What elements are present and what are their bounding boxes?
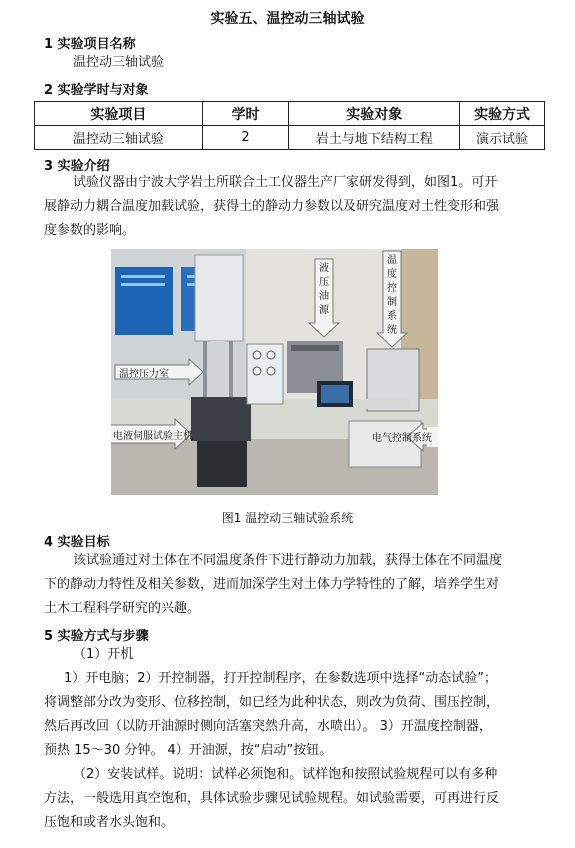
tempctrl-label-2: 度 <box>387 269 397 280</box>
equipment-photo <box>111 249 438 495</box>
goal-line: 该试验通过对土体在不同温度条件下进行静动力加载，获得土体在不同温度 <box>73 553 503 568</box>
table-cell: 演示试验 <box>460 126 545 150</box>
section-4-heading: 4 实验目标 <box>44 535 110 550</box>
section-2-heading: 2 实验学时与对象 <box>44 83 149 98</box>
table-header-row <box>35 102 545 126</box>
table-header-cell: 实验方式 <box>460 102 545 126</box>
electric-label: 电气控制系统 <box>372 433 432 444</box>
section-3-heading: 3 实验介绍 <box>44 159 110 174</box>
figure-caption: 图1 温控动三轴试验系统 <box>221 511 354 525</box>
table-cell: 温控动三轴试验 <box>35 126 203 150</box>
install-line: （2）安装试样。说明：试样必须饱和。试样饱和按照试验规程可以有多种 <box>73 767 498 782</box>
step-line: 预热 15～30 分钟。 4）开油源，按“启动”按钮。 <box>44 743 333 758</box>
table-row <box>35 126 545 150</box>
table-header-cell: 实验对象 <box>289 102 460 126</box>
hydraulic-label-1: 液 <box>319 263 329 274</box>
intro-line: 度参数的影响。 <box>44 223 136 238</box>
step-line: 将调整部分改为变形、位移控制，如已经为此种状态，则改为负荷、围压控制， <box>44 695 500 710</box>
goal-line: 土木工程科学研究的兴趣。 <box>44 601 201 616</box>
doc-title: 实验五、温控动三轴试验 <box>210 11 365 27</box>
table-header-cell: 实验项目 <box>35 102 203 126</box>
install-line: 压饱和或者水头饱和。 <box>44 815 175 830</box>
intro-line: 展静动力耦合温度加载试验，获得土的静动力参数以及研究温度对土性变形和强 <box>44 199 500 214</box>
step-subheading: （1）开机 <box>73 647 134 662</box>
chamber-label: 温控压力室 <box>119 369 169 380</box>
section-5-heading: 5 实验方式与步骤 <box>44 629 149 644</box>
table-cell: 2 <box>202 126 289 150</box>
tempctrl-label-1: 温 <box>387 255 397 266</box>
install-line: 方法，一般选用真空饱和，具体试验步骤见试验规程。如试验需要，可再进行反 <box>44 791 500 806</box>
host-label: 电液伺服试验主机 <box>113 431 193 442</box>
hydraulic-label-4: 源 <box>319 305 329 316</box>
equipment-photo-drawing <box>111 249 438 495</box>
table-cell: 岩土与地下结构工程 <box>289 126 460 150</box>
tempctrl-label-6: 统 <box>387 325 397 336</box>
project-name: 温控动三轴试验 <box>73 55 165 70</box>
table-header-cell: 学时 <box>202 102 289 126</box>
hydraulic-label-3: 油 <box>319 291 329 302</box>
tempctrl-label-5: 系 <box>387 311 397 322</box>
step-line: 1）开电脑；2）开控制器，打开控制程序，在参数选项中选择“动态试验”； <box>64 671 498 686</box>
section-1-heading: 1 实验项目名称 <box>44 37 136 52</box>
hydraulic-label-2: 压 <box>319 277 329 288</box>
tempctrl-label-3: 控 <box>387 283 397 294</box>
tempctrl-label-4: 制 <box>387 297 397 308</box>
intro-line: 试验仪器由宁波大学岩土所联合土工仪器生产厂家研发得到，如图1。可开 <box>73 175 498 190</box>
goal-line: 下的静动力特性及相关参数，进而加深学生对土体力学特性的了解，培养学生对 <box>44 577 500 592</box>
course-info-table <box>34 101 545 150</box>
step-line: 然后再改回（以防开油源时侧向活塞突然升高，水喷出）。 3）开温度控制器， <box>44 719 492 734</box>
